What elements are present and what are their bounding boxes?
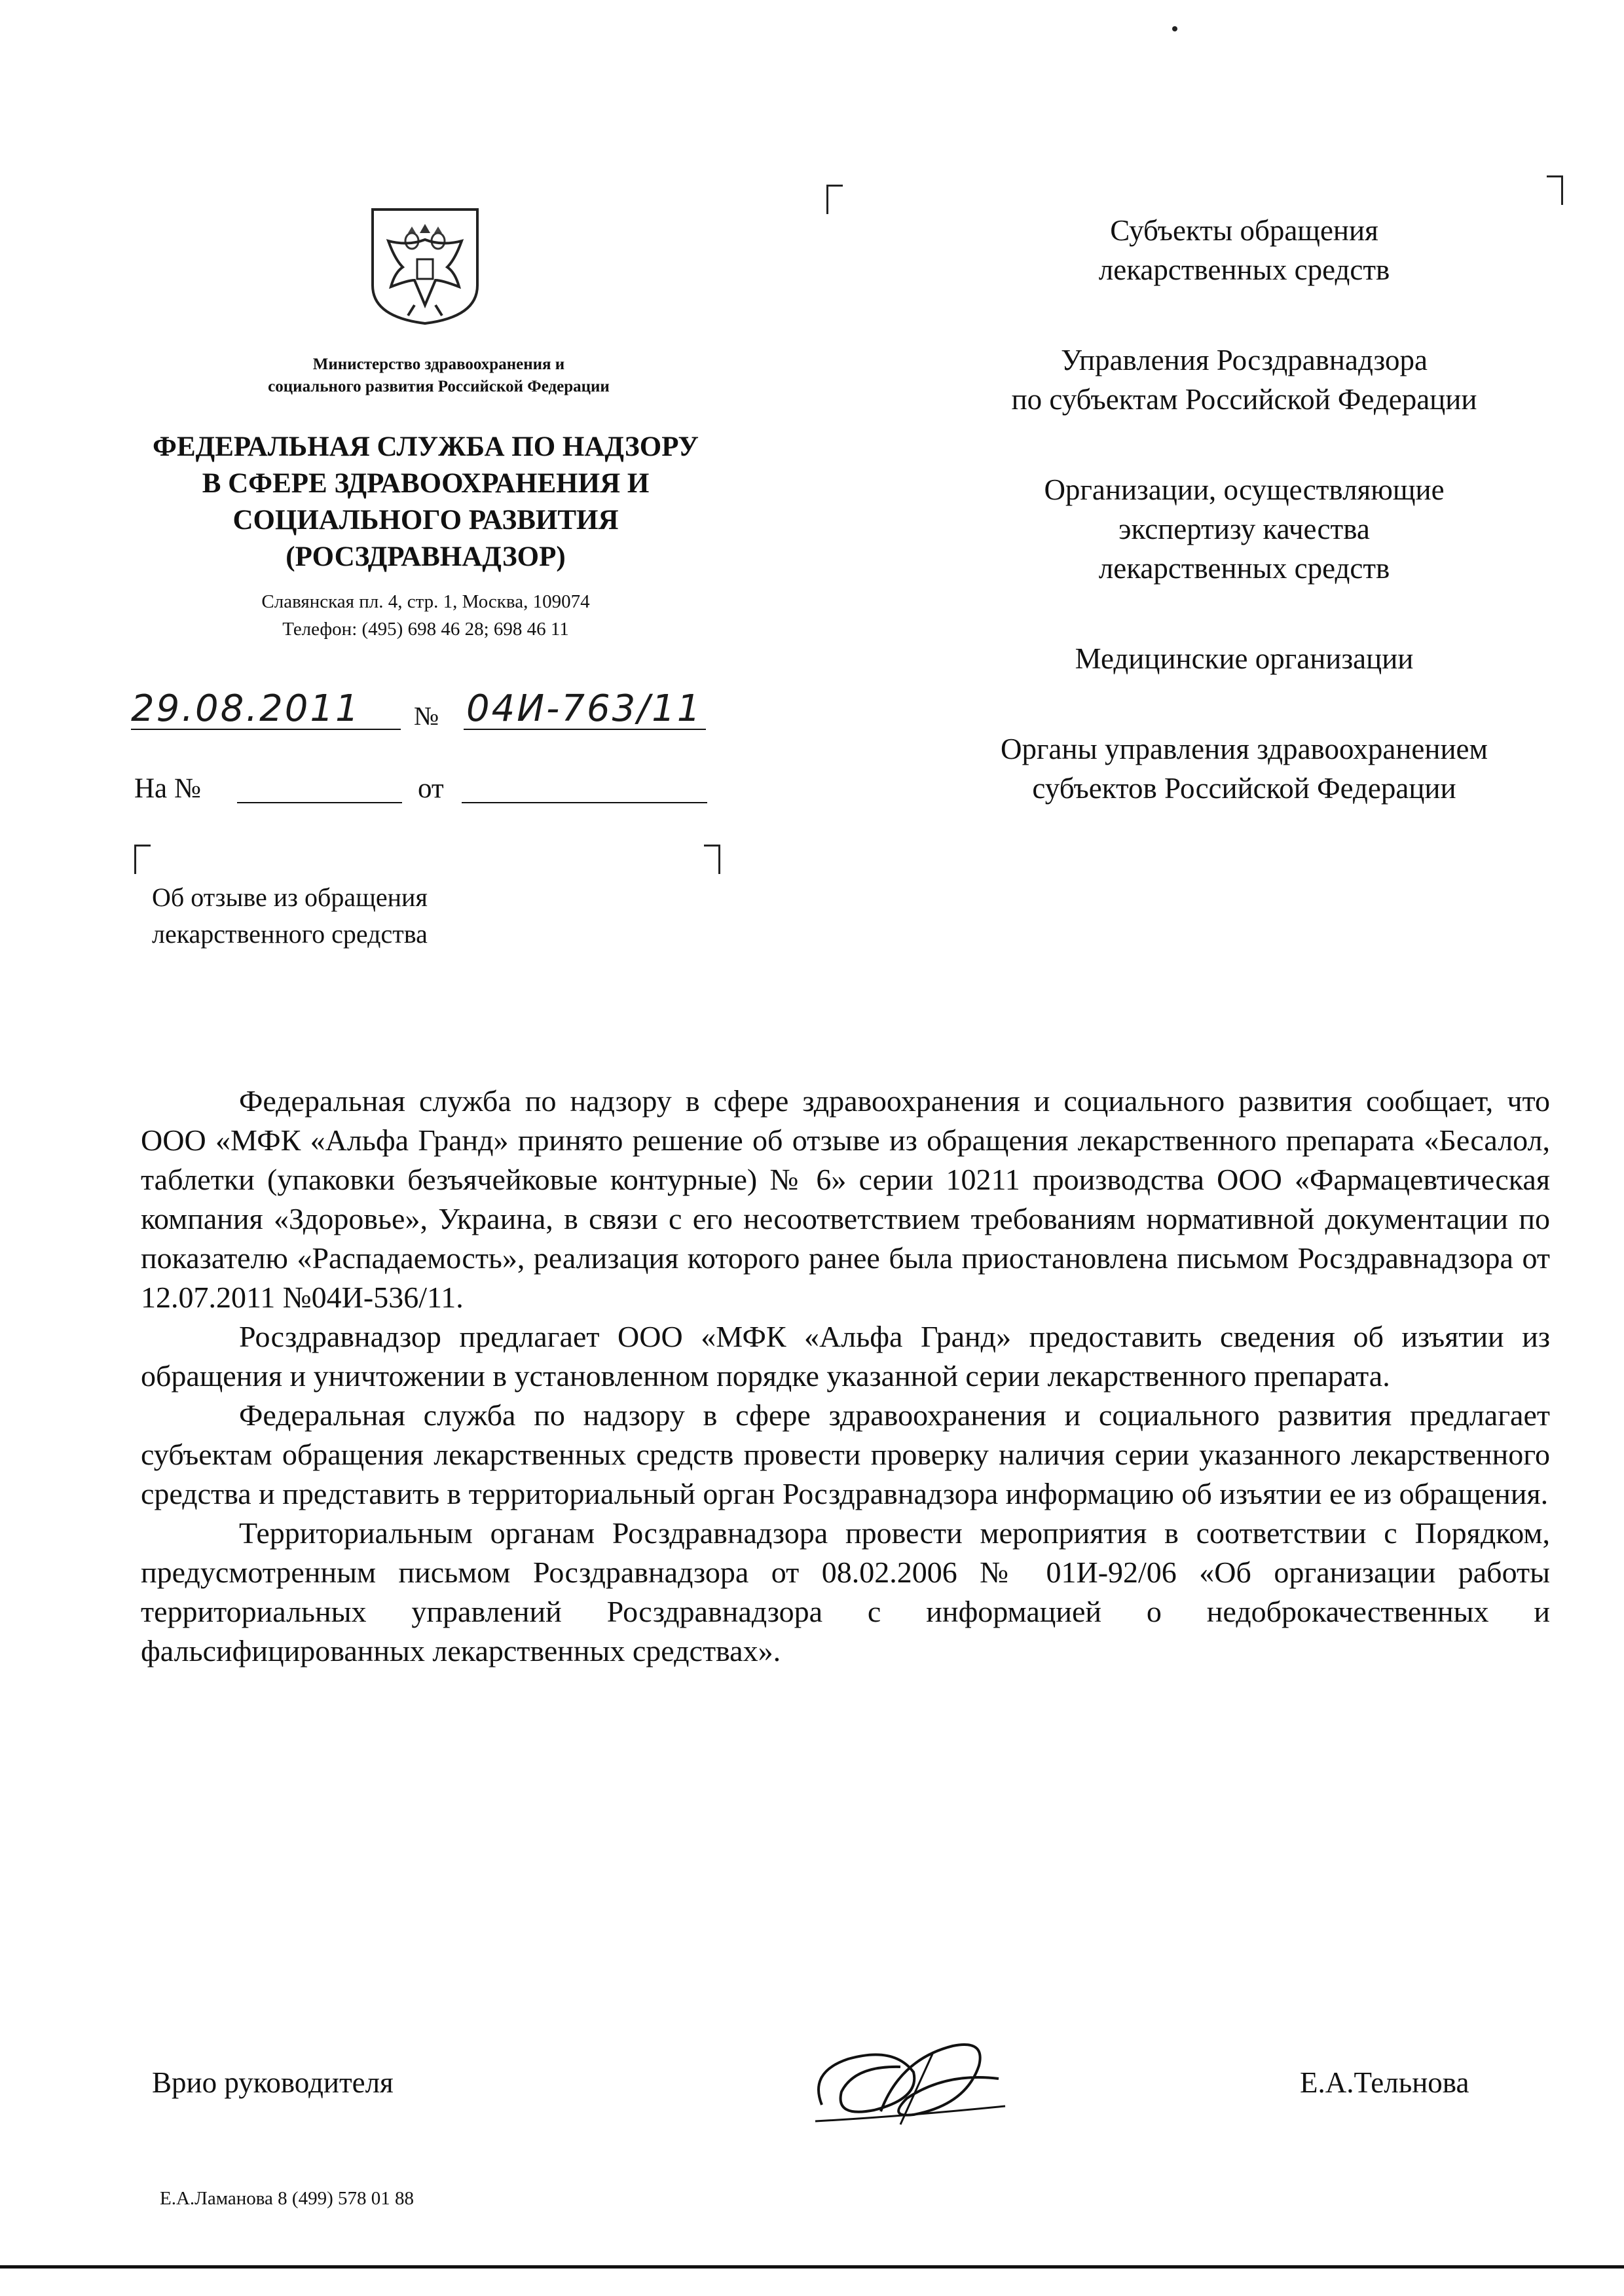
service-line: (РОСЗДРАВНАДЗОР) (286, 541, 566, 572)
body-paragraph: Росздравнадзор предлагает ООО «МФК «Альфа Гранд» предоставить сведения об изъятии из обращения и уничтожении в установленном порядке указанной серии лекарственного препарата. (141, 1320, 1550, 1393)
recipient-line: экспертизу качества (1118, 513, 1370, 545)
recipients-bracket-right (1547, 175, 1563, 205)
recipient-line: по субъектам Российской Федерации (1011, 383, 1477, 416)
signatory-title: Врио руководителя (152, 2066, 394, 2099)
recipient-group (910, 639, 1578, 678)
service-line: ФЕДЕРАЛЬНАЯ СЛУЖБА ПО НАДЗОРУ (153, 431, 699, 462)
body-paragraph: Федеральная служба по надзору в сфере здравоохранения и социального развития предлагает субъектам обращения лекарственных средств провести проверку наличия серии указанного лекарственного средства и представить в территориальный орган Росздравнадзора информацию об изъятии ее из обращения. (141, 1398, 1550, 1510)
ministry-line: социального развития Российской Федерации (268, 378, 610, 395)
registration-number: 04И-763/11 (466, 687, 703, 730)
registration-date: 29.08.2011 (131, 687, 361, 730)
recipient-group (910, 211, 1578, 289)
recipient-line: Органы управления здравоохранением (1000, 733, 1488, 765)
number-underline (464, 729, 706, 730)
service-line: В СФЕРЕ ЗДРАВООХРАНЕНИЯ И (202, 468, 650, 499)
recipient-group (910, 340, 1578, 419)
recipient-line: лекарственных средств (1098, 552, 1390, 585)
recipient-line: лекарственных средств (1098, 253, 1390, 286)
phone-line: Телефон: (495) 698 46 28; 698 46 11 (282, 619, 569, 640)
handwritten-signature (802, 2033, 1018, 2131)
reply-from-label: от (418, 773, 444, 804)
page-bottom-edge (0, 2265, 1624, 2269)
subject-heading (152, 879, 610, 953)
executor-contact: Е.А.Ламанова 8 (499) 578 01 88 (160, 2188, 414, 2209)
recipient-group (910, 470, 1578, 588)
service-address (164, 588, 688, 643)
recipient-line: Организации, осуществляющие (1044, 473, 1445, 506)
scan-speck (1172, 26, 1177, 31)
reply-number-blank (237, 802, 402, 803)
coat-of-arms-emblem (369, 207, 481, 326)
service-name (98, 429, 753, 575)
subject-line: лекарственного средства (152, 919, 428, 949)
body-paragraph: Территориальным органам Росздравнадзора провести мероприятия в соответствии с Порядком, предусмотренным письмом Росздравнадзора от 08.02.2006 № 01И-92/06 «Об организации работы территориальных управлений Росздравнадзора с информацией о недоброкачественных и фальсифицированных лекарственных средствах». (141, 1516, 1550, 1667)
letter-body (141, 1082, 1550, 1671)
subject-line: Об отзыве из обращения (152, 883, 428, 912)
recipient-group (910, 729, 1578, 808)
subject-bracket-left (134, 845, 151, 874)
subject-bracket-right (704, 845, 720, 874)
recipient-line: Медицинские организации (1075, 642, 1414, 675)
recipient-line: Управления Росздравнадзора (1061, 344, 1428, 376)
reply-date-blank (462, 802, 707, 803)
reply-number-label: На № (134, 773, 201, 804)
ministry-name (157, 354, 720, 398)
recipient-line: Субъекты обращения (1110, 214, 1378, 247)
service-line: СОЦИАЛЬНОГО РАЗВИТИЯ (232, 505, 619, 536)
body-paragraph: Федеральная служба по надзору в сфере здравоохранения и социального развития сообщает, что ООО «МФК «Альфа Гранд» принято решение об отзыве из обращения лекарственного препарата «Бесалол, таблетки (упаковки безъячейковые контурные) № 6» серии 10211 производства ООО «Фармацевтическая компания «Здоровье», Украина, в связи с его несоответствием требованиям нормативной документации по показателю «Распадаемость», реализация которого ранее была приостановлена письмом Росздравнадзора от 12.07.2011 №04И-536/11. (141, 1084, 1550, 1314)
recipient-line: субъектов Российской Федерации (1032, 772, 1456, 805)
recipients-bracket-left (826, 185, 843, 214)
recipients-block (910, 211, 1578, 859)
registration-number-label: № (414, 701, 439, 731)
signatory-name: Е.А.Тельнова (1300, 2066, 1469, 2099)
date-underline (131, 729, 401, 730)
ministry-line: Министерство здравоохранения и (312, 355, 565, 373)
address-line: Славянская пл. 4, стр. 1, Москва, 109074 (261, 591, 590, 612)
